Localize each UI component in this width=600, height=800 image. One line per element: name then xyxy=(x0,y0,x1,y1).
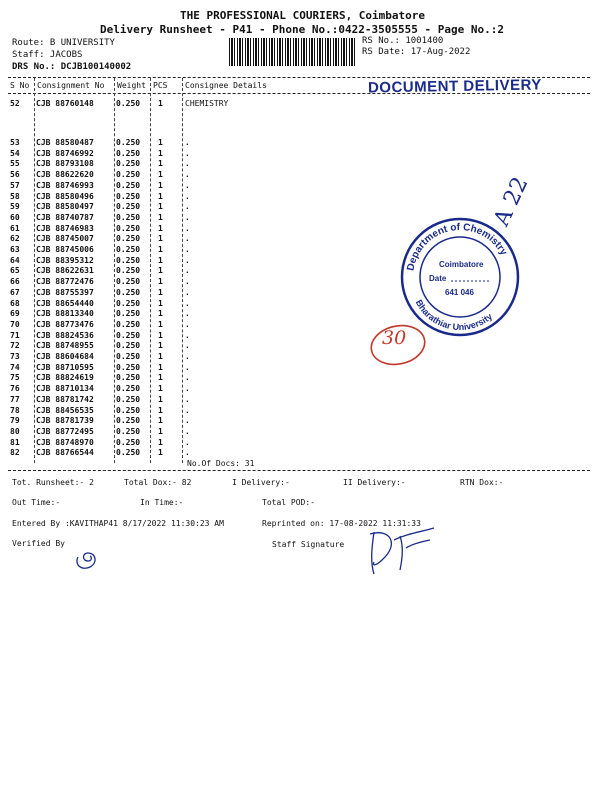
seal-bottom-text: Bharathiar University xyxy=(413,298,495,333)
seal-city: Coimbatore xyxy=(439,260,484,269)
entered-by: Entered By :KAVITHAP41 8/17/2022 11:30:23 AM xyxy=(12,519,224,528)
row-pcs: 1 xyxy=(158,202,163,212)
row-details: . xyxy=(185,287,190,297)
row-details: CHEMISTRY xyxy=(185,99,229,108)
row-sno: 75 xyxy=(10,373,20,383)
row-details: . xyxy=(185,234,190,244)
row-sno: 66 xyxy=(10,277,20,287)
row-weight: 0.250 xyxy=(116,362,141,372)
verifier-signature xyxy=(70,543,110,573)
table-row xyxy=(10,159,590,170)
row-weight: 0.250 xyxy=(116,330,141,340)
row-weight: 0.250 xyxy=(116,138,141,147)
row-details: . xyxy=(185,362,190,372)
table-row xyxy=(10,373,590,384)
staff-label: Staff: JACOBS xyxy=(12,50,83,60)
row-pcs: 1 xyxy=(158,416,163,426)
row-weight: 0.250 xyxy=(116,212,141,222)
row-sno: 52 xyxy=(10,99,20,108)
table-bottom-rule xyxy=(8,470,590,471)
row-sno: 81 xyxy=(10,437,20,447)
row-cn: CJB 88456535 xyxy=(36,405,94,415)
row-pcs: 1 xyxy=(158,99,163,108)
row-sno: 59 xyxy=(10,202,20,212)
col-weight: Weight xyxy=(117,81,146,90)
row-details: . xyxy=(185,298,190,308)
row-weight: 0.250 xyxy=(116,341,141,351)
row-pcs: 1 xyxy=(158,405,163,415)
row-pcs: 1 xyxy=(158,223,163,233)
row-pcs: 1 xyxy=(158,287,163,297)
route-label: Route: B UNIVERSITY xyxy=(12,38,115,48)
seal-pin: 641 046 xyxy=(445,288,474,297)
row-sno: 58 xyxy=(10,191,20,201)
row-details: . xyxy=(185,223,190,233)
row-sno: 68 xyxy=(10,298,20,308)
row-weight: 0.250 xyxy=(116,309,141,319)
row-pcs: 1 xyxy=(158,170,163,180)
row-sno: 64 xyxy=(10,255,20,265)
row-cn: CJB 88781739 xyxy=(36,416,94,426)
table-row xyxy=(10,427,590,438)
row-cn: CJB 88654440 xyxy=(36,298,94,308)
reprinted-on: Reprinted on: 17-08-2022 11:31:33 xyxy=(262,519,421,528)
row-weight: 0.250 xyxy=(116,426,141,436)
rtn-dox: RTN Dox:- xyxy=(460,478,504,487)
circled-number: 30 xyxy=(382,327,407,349)
row-sno: 63 xyxy=(10,245,20,254)
row-cn: CJB 88604684 xyxy=(36,352,94,361)
row-pcs: 1 xyxy=(158,394,163,404)
row-cn: CJB 88772495 xyxy=(36,426,94,436)
seal-top-text: Department of Chemistry xyxy=(405,221,509,272)
row-weight: 0.250 xyxy=(116,319,141,329)
row-details: . xyxy=(185,330,190,340)
row-sno: 60 xyxy=(10,212,20,222)
no-of-docs: No.Of Docs: 31 xyxy=(187,459,255,468)
row-details: . xyxy=(185,352,190,361)
row-details: . xyxy=(185,212,190,222)
row-cn: CJB 88710595 xyxy=(36,362,94,372)
row-weight: 0.250 xyxy=(116,191,141,201)
in-time: In Time:- xyxy=(140,498,184,507)
row-sno: 61 xyxy=(10,223,20,233)
row-sno: 62 xyxy=(10,234,20,244)
table-row xyxy=(10,138,590,149)
row-sno: 65 xyxy=(10,266,20,276)
row-pcs: 1 xyxy=(158,148,163,158)
row-weight: 0.250 xyxy=(116,148,141,158)
row-cn: CJB 88793108 xyxy=(36,159,94,169)
row-pcs: 1 xyxy=(158,426,163,436)
col-sno: S No xyxy=(10,81,30,90)
row-pcs: 1 xyxy=(158,277,163,287)
row-weight: 0.250 xyxy=(116,384,141,394)
table-row xyxy=(10,384,590,395)
row-weight: 0.250 xyxy=(116,223,141,233)
row-cn: CJB 88772476 xyxy=(36,277,94,287)
row-weight: 0.250 xyxy=(116,234,141,244)
row-sno: 69 xyxy=(10,309,20,319)
row-cn: CJB 88781742 xyxy=(36,394,94,404)
row-pcs: 1 xyxy=(158,352,163,361)
row-sno: 80 xyxy=(10,426,20,436)
table-row xyxy=(10,363,590,374)
row-cn: CJB 88824619 xyxy=(36,373,94,383)
row-cn: CJB 88824536 xyxy=(36,330,94,340)
row-cn: CJB 88580497 xyxy=(36,202,94,212)
row-weight: 0.250 xyxy=(116,245,141,254)
row-sno: 76 xyxy=(10,384,20,394)
row-pcs: 1 xyxy=(158,330,163,340)
row-weight: 0.250 xyxy=(116,394,141,404)
row-details: . xyxy=(185,191,190,201)
row-cn: CJB 88766544 xyxy=(36,448,94,458)
table-row xyxy=(10,170,590,181)
i-delivery: I Delivery:- xyxy=(232,478,290,487)
row-details: . xyxy=(185,255,190,265)
row-pcs: 1 xyxy=(158,138,163,147)
row-sno: 57 xyxy=(10,180,20,190)
row-details: . xyxy=(185,384,190,394)
row-weight: 0.250 xyxy=(116,180,141,190)
row-details: . xyxy=(185,448,190,458)
row-cn: CJB 88755397 xyxy=(36,287,94,297)
row-details: . xyxy=(185,159,190,169)
row-pcs: 1 xyxy=(158,266,163,276)
row-sno: 53 xyxy=(10,138,20,147)
staff-signature-label: Staff Signature xyxy=(272,540,345,549)
drs-number: DRS No.: DCJB100140002 xyxy=(12,62,132,72)
row-details: . xyxy=(185,416,190,426)
row-pcs: 1 xyxy=(158,191,163,201)
row-weight: 0.250 xyxy=(116,298,141,308)
row-sno: 56 xyxy=(10,170,20,180)
row-pcs: 1 xyxy=(158,373,163,383)
row-sno: 82 xyxy=(10,448,20,458)
row-weight: 0.250 xyxy=(116,448,141,458)
row-weight: 0.250 xyxy=(116,255,141,265)
table-row xyxy=(10,395,590,406)
table-row xyxy=(10,149,590,160)
row-cn: CJB 88745007 xyxy=(36,234,94,244)
rs-date: RS Date: 17-Aug-2022 xyxy=(362,47,471,57)
handwritten-date: A 22 xyxy=(489,173,534,230)
row-pcs: 1 xyxy=(158,180,163,190)
row-sno: 70 xyxy=(10,319,20,329)
row-pcs: 1 xyxy=(158,245,163,254)
row-cn: CJB 88773476 xyxy=(36,319,94,329)
row-pcs: 1 xyxy=(158,234,163,244)
row-pcs: 1 xyxy=(158,309,163,319)
row-details: . xyxy=(185,277,190,287)
table-row xyxy=(10,406,590,417)
row-cn: CJB 88745006 xyxy=(36,245,94,254)
total-runsheet: Tot. Runsheet:- 2 xyxy=(12,478,94,487)
row-details: . xyxy=(185,426,190,436)
row-sno: 74 xyxy=(10,362,20,372)
rs-number: RS No.: 1001400 xyxy=(362,36,444,46)
row-weight: 0.250 xyxy=(116,159,141,169)
row-weight: 0.250 xyxy=(116,170,141,180)
staff-signature xyxy=(360,518,450,578)
verified-by: Verified By xyxy=(12,539,65,548)
row-cn: CJB 88748955 xyxy=(36,341,94,351)
total-pod: Total POD:- xyxy=(262,498,315,507)
company-title: THE PROFESSIONAL COURIERS, Coimbatore xyxy=(180,9,426,22)
row-consignment: CJB 88760148 xyxy=(36,99,94,108)
row-cn: CJB 88622631 xyxy=(36,266,94,276)
row-details: . xyxy=(185,180,190,190)
table-row xyxy=(10,99,590,110)
row-sno: 55 xyxy=(10,159,20,169)
table-row xyxy=(10,416,590,427)
row-sno: 78 xyxy=(10,405,20,415)
row-sno: 79 xyxy=(10,416,20,426)
row-details: . xyxy=(185,437,190,447)
row-pcs: 1 xyxy=(158,341,163,351)
row-weight: 0.250 xyxy=(116,352,141,361)
table-row xyxy=(10,341,590,352)
row-weight: 0.250 xyxy=(116,277,141,287)
row-weight: 0.250 xyxy=(116,373,141,383)
ii-delivery: II Delivery:- xyxy=(343,478,406,487)
row-pcs: 1 xyxy=(158,298,163,308)
row-sno: 67 xyxy=(10,287,20,297)
col-consignment: Consignment No xyxy=(37,81,105,90)
row-cn: CJB 88622620 xyxy=(36,170,94,180)
row-details: . xyxy=(185,319,190,329)
row-details: . xyxy=(185,309,190,319)
row-cn: CJB 88395312 xyxy=(36,255,94,265)
row-pcs: 1 xyxy=(158,362,163,372)
seal-date-label: Date xyxy=(429,274,447,283)
row-pcs: 1 xyxy=(158,255,163,265)
row-details: . xyxy=(185,170,190,180)
row-weight: 0.250 xyxy=(116,416,141,426)
row-weight: 0.250 xyxy=(116,266,141,276)
out-time: Out Time:- xyxy=(12,498,61,507)
row-sno: 73 xyxy=(10,352,20,361)
row-details: . xyxy=(185,405,190,415)
row-pcs: 1 xyxy=(158,212,163,222)
table-row xyxy=(10,448,590,459)
row-details: . xyxy=(185,245,190,254)
row-pcs: 1 xyxy=(158,437,163,447)
row-cn: CJB 88580487 xyxy=(36,138,94,147)
row-cn: CJB 88746993 xyxy=(36,180,94,190)
row-cn: CJB 88746983 xyxy=(36,223,94,233)
row-pcs: 1 xyxy=(158,319,163,329)
row-sno: 71 xyxy=(10,330,20,340)
row-pcs: 1 xyxy=(158,159,163,169)
row-sno: 77 xyxy=(10,394,20,404)
row-sno: 54 xyxy=(10,148,20,158)
row-details: . xyxy=(185,266,190,276)
total-dox: Total Dox:- 82 xyxy=(124,478,192,487)
row-details: . xyxy=(185,341,190,351)
row-cn: CJB 88748970 xyxy=(36,437,94,447)
row-pcs: 1 xyxy=(158,384,163,394)
document-delivery-stamp: DOCUMENT DELIVERY xyxy=(367,76,542,97)
row-details: . xyxy=(185,373,190,383)
row-details: . xyxy=(185,138,190,147)
row-details: . xyxy=(185,148,190,158)
row-cn: CJB 88580496 xyxy=(36,191,94,201)
row-cn: CJB 88746992 xyxy=(36,148,94,158)
col-consignee: Consignee Details xyxy=(185,81,267,90)
row-details: . xyxy=(185,394,190,404)
row-weight: 0.250 xyxy=(116,202,141,212)
row-details: . xyxy=(185,202,190,212)
table-row xyxy=(10,352,590,363)
barcode xyxy=(229,38,355,66)
row-weight: 0.250 xyxy=(116,437,141,447)
row-sno: 72 xyxy=(10,341,20,351)
row-cn: CJB 88710134 xyxy=(36,384,94,394)
runsheet-subtitle: Delivery Runsheet - P41 - Phone No.:0422-3505555 - Page No.:2 xyxy=(100,23,504,36)
row-weight: 0.250 xyxy=(116,405,141,415)
row-weight: 0.250 xyxy=(116,99,141,108)
col-pcs: PCS xyxy=(153,81,168,90)
row-cn: CJB 88740787 xyxy=(36,212,94,222)
row-cn: CJB 88813340 xyxy=(36,309,94,319)
table-row xyxy=(10,438,590,449)
row-weight: 0.250 xyxy=(116,287,141,297)
row-pcs: 1 xyxy=(158,448,163,458)
